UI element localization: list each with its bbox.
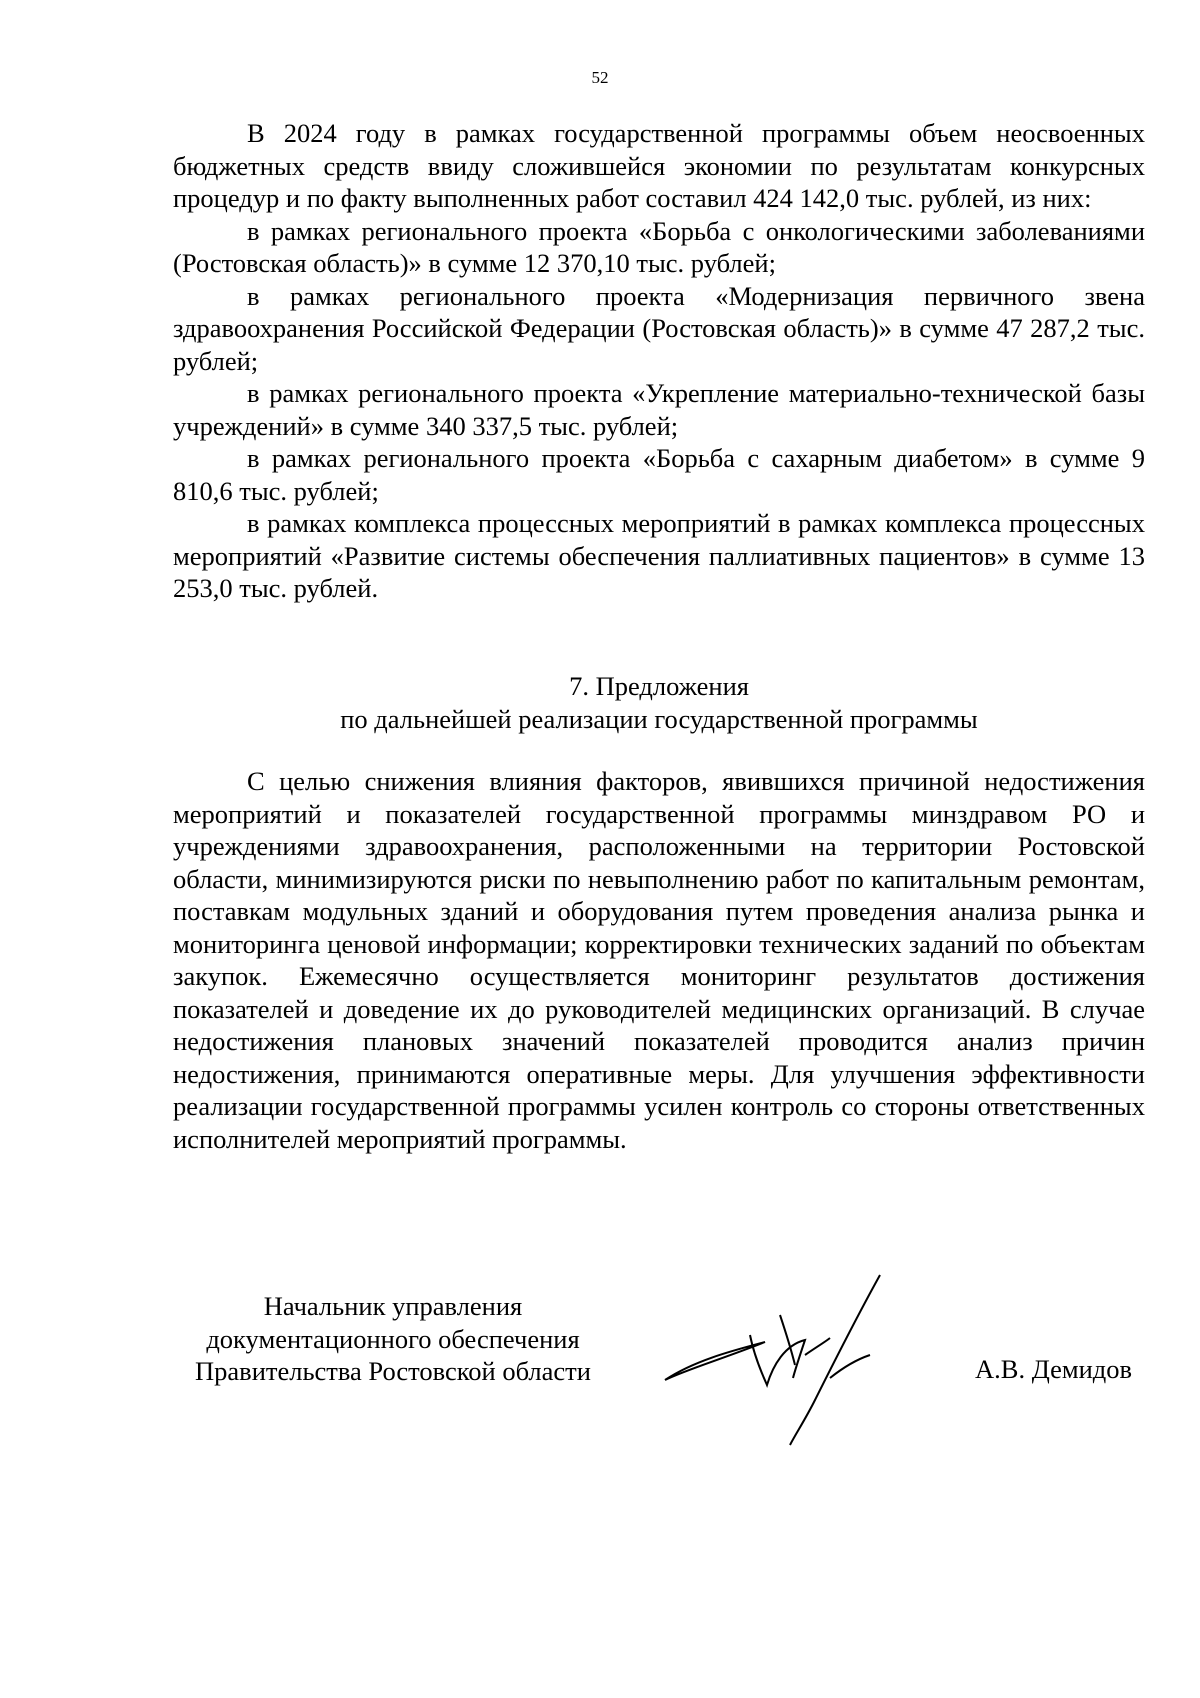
signatory-position [173, 1290, 613, 1388]
position-line-2: документационного обеспечения [206, 1323, 580, 1354]
page-number: 52 [591, 68, 609, 87]
position-line-1: Начальник управления [263, 1291, 523, 1321]
paragraph-diabetes: в рамках регионального проекта «Борьба с сахарным диабетом» в сумме 9 810,6 тыс. рублей; [173, 443, 1145, 506]
paragraph-palliative: в рамках комплекса процессных мероприятий в рамках комплекса процессных мероприятий «Развитие системы обеспечения паллиативных пациентов» в сумме 13 253,0 тыс. рублей. [173, 508, 1145, 603]
paragraph-proposals: С целью снижения влияния факторов, явившихся причиной недостижения мероприятий и показателей государственной программы минздравом РО и учреждениями здравоохранения, расположенными на территории Ростовской области, минимизируются риски по невыполнению работ по капитальным ремонтам, поставкам модульных зданий и оборудования путем проведения анализа рынка и мониторинга ценовой информации; корректировки технических заданий по объектам закупок. Ежемесячно осуществляется мониторинг результатов достижения показателей и доведение их до руководителей медицинских организаций. В случае недостижения плановых значений показателей проводится анализ причин недостижения, принимаются оперативные меры. Для улучшения эффективности реализации государственной программы усилен контроль со стороны ответственных исполнителей мероприятий программы. [173, 766, 1145, 1154]
section-subtitle: по дальнейшей реализации государственной программы [340, 703, 978, 734]
budget-section [173, 117, 1145, 605]
paragraph-infrastructure: в рамках регионального проекта «Укрепление материально-технической базы учреждений» в сумме 340 337,5 тыс. рублей; [173, 378, 1145, 441]
signatory-name: А.В. Демидов [975, 1354, 1133, 1384]
section-heading [173, 670, 1145, 735]
paragraph-intro: В 2024 году в рамках государственной программы объем неосвоенных бюджетных средств ввиду сложившейся экономии по результатам конкурсных процедур и по факту выполненных работ составил 424 142,0 тыс. рублей, из них: [173, 118, 1145, 213]
section-title: 7. Предложения [569, 671, 749, 701]
paragraph-oncology: в рамках регионального проекта «Борьба с онкологическими заболеваниями (Ростовская область)» в сумме 12 370,10 тыс. рублей; [173, 215, 1145, 278]
position-line-3: Правительства Ростовской области [195, 1356, 591, 1386]
handwritten-signature [655, 1270, 935, 1450]
paragraph-primary-care: в рамках регионального проекта «Модернизация первичного звена здравоохранения Российской Федерации (Ростовская область)» в сумме 47 287,2 тыс. рублей; [173, 280, 1145, 376]
proposals-section [173, 765, 1145, 1155]
